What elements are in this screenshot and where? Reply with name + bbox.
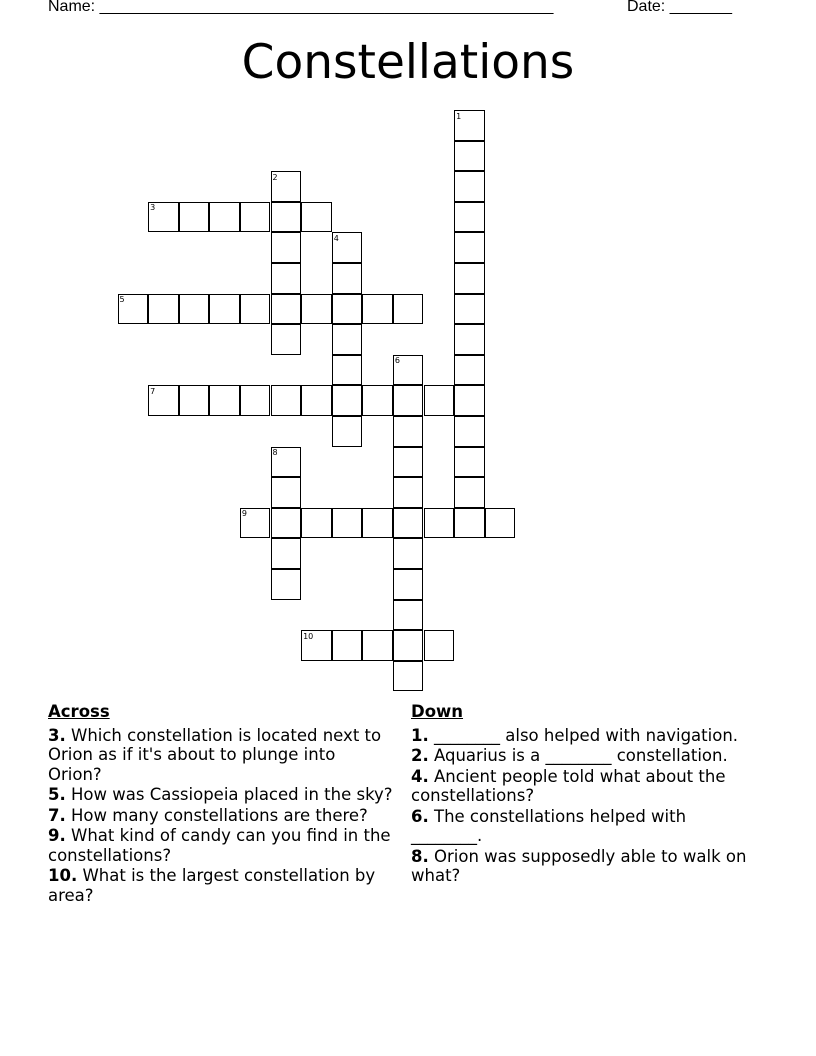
grid-cell[interactable] bbox=[271, 294, 302, 325]
clue-number: 6. bbox=[411, 806, 429, 826]
grid-cell[interactable] bbox=[454, 416, 485, 447]
grid-cell[interactable] bbox=[332, 508, 363, 539]
grid-cell[interactable] bbox=[271, 385, 302, 416]
grid-cell[interactable] bbox=[271, 538, 302, 569]
across-clue-3 bbox=[48, 726, 393, 785]
clue-number-label: 8 bbox=[272, 448, 278, 458]
clue-number: 9. bbox=[48, 826, 66, 845]
clue-number-label: 5 bbox=[119, 295, 125, 305]
clue-text: Ancient people told what about the constellations? bbox=[411, 766, 726, 805]
grid-cell[interactable] bbox=[332, 385, 363, 416]
grid-cell[interactable] bbox=[332, 324, 363, 355]
grid-cell[interactable] bbox=[271, 263, 302, 294]
clue-number: 2. bbox=[411, 746, 429, 765]
clue-text: What is the largest constellation by area? bbox=[48, 866, 376, 905]
grid-cell[interactable] bbox=[209, 294, 240, 325]
clue-text: Which constellation is located next to Orion as if it's about to plunge into Orion? bbox=[48, 725, 382, 784]
clue-text: The constellations helped with ________. bbox=[411, 806, 687, 845]
grid-cell[interactable] bbox=[393, 538, 424, 569]
down-clue-1 bbox=[411, 726, 756, 746]
clue-text: How many constellations are there? bbox=[71, 805, 368, 825]
grid-cell[interactable] bbox=[454, 355, 485, 386]
across-clue-10 bbox=[48, 866, 393, 905]
grid-cell[interactable] bbox=[454, 263, 485, 294]
across-clue-9 bbox=[48, 826, 393, 865]
clue-number: 1. bbox=[411, 725, 429, 745]
name-field[interactable]: Name: ___________________________________________________ bbox=[48, 0, 554, 15]
down-clue-4 bbox=[411, 767, 756, 806]
grid-cell[interactable] bbox=[393, 477, 424, 508]
grid-cell[interactable] bbox=[271, 324, 302, 355]
grid-cell[interactable] bbox=[454, 324, 485, 355]
grid-cell[interactable] bbox=[454, 447, 485, 478]
grid-cell[interactable] bbox=[454, 294, 485, 325]
grid-cell[interactable] bbox=[454, 477, 485, 508]
clue-number-label: 1 bbox=[456, 111, 462, 121]
grid-cell[interactable] bbox=[240, 294, 271, 325]
clue-number: 10. bbox=[48, 866, 78, 885]
grid-cell[interactable] bbox=[393, 508, 424, 539]
clue-text: Aquarius is a ________ constellation. bbox=[434, 746, 728, 765]
grid-cell[interactable] bbox=[209, 385, 240, 416]
down-clue-8 bbox=[411, 847, 756, 886]
clue-number: 4. bbox=[411, 766, 429, 786]
grid-cell[interactable] bbox=[179, 202, 210, 233]
across-heading: Across bbox=[48, 702, 110, 721]
grid-cell[interactable] bbox=[393, 630, 424, 661]
clue-text: What kind of candy can you find in the constellations? bbox=[48, 826, 391, 865]
grid-cell[interactable] bbox=[301, 202, 332, 233]
grid-cell[interactable] bbox=[332, 355, 363, 386]
across-clue-5 bbox=[48, 785, 393, 805]
clue-text: ________ also helped with navigation. bbox=[434, 725, 739, 745]
grid-cell[interactable] bbox=[424, 385, 455, 416]
down-clues bbox=[411, 702, 756, 887]
grid-cell[interactable] bbox=[393, 569, 424, 600]
clue-number: 3. bbox=[48, 725, 66, 745]
grid-cell[interactable] bbox=[424, 630, 455, 661]
grid-cell[interactable] bbox=[454, 385, 485, 416]
clue-number: 7. bbox=[48, 805, 66, 825]
grid-cell[interactable] bbox=[393, 600, 424, 631]
clue-number-label: 3 bbox=[150, 203, 156, 213]
clue-number-label: 4 bbox=[333, 233, 339, 243]
grid-cell[interactable] bbox=[362, 385, 393, 416]
down-clue-2 bbox=[411, 746, 756, 766]
grid-cell[interactable] bbox=[362, 630, 393, 661]
page-title: Constellations bbox=[241, 35, 575, 90]
grid-cell[interactable] bbox=[454, 202, 485, 233]
grid-cell[interactable] bbox=[454, 508, 485, 539]
across-clue-7 bbox=[48, 806, 393, 826]
clue-number: 8. bbox=[411, 846, 429, 866]
grid-cell[interactable] bbox=[485, 508, 516, 539]
clue-number-label: 9 bbox=[241, 509, 247, 519]
grid-cell[interactable] bbox=[209, 202, 240, 233]
across-clues bbox=[48, 702, 393, 906]
grid-cell[interactable] bbox=[362, 508, 393, 539]
grid-cell[interactable] bbox=[454, 232, 485, 263]
grid-cell[interactable] bbox=[179, 294, 210, 325]
grid-cell[interactable] bbox=[424, 508, 455, 539]
clue-number-label: 7 bbox=[150, 386, 156, 396]
grid-cell[interactable] bbox=[393, 416, 424, 447]
grid-cell[interactable] bbox=[271, 569, 302, 600]
grid-cell[interactable] bbox=[393, 385, 424, 416]
grid-cell[interactable] bbox=[393, 447, 424, 478]
date-field[interactable]: Date: _______ bbox=[627, 0, 732, 15]
clue-number: 5. bbox=[48, 785, 66, 804]
clue-text: Orion was supposedly able to walk on what? bbox=[411, 846, 747, 885]
grid-cell[interactable] bbox=[271, 477, 302, 508]
clue-number-label: 2 bbox=[272, 172, 278, 182]
grid-cell[interactable] bbox=[148, 294, 179, 325]
grid-cell[interactable] bbox=[332, 630, 363, 661]
grid-cell[interactable] bbox=[332, 263, 363, 294]
grid-cell[interactable] bbox=[301, 294, 332, 325]
grid-cell[interactable] bbox=[240, 385, 271, 416]
grid-cell[interactable] bbox=[332, 416, 363, 447]
clue-number-label: 6 bbox=[394, 356, 400, 366]
grid-cell[interactable] bbox=[332, 294, 363, 325]
grid-cell[interactable] bbox=[362, 294, 393, 325]
clue-number-label: 10 bbox=[303, 631, 314, 641]
grid-cell[interactable] bbox=[271, 508, 302, 539]
grid-cell[interactable] bbox=[301, 508, 332, 539]
grid-cell[interactable] bbox=[301, 385, 332, 416]
grid-cell[interactable] bbox=[179, 385, 210, 416]
grid-cell[interactable] bbox=[240, 202, 271, 233]
down-heading: Down bbox=[411, 702, 464, 721]
grid-cell[interactable] bbox=[454, 171, 485, 202]
clue-text: How was Cassiopeia placed in the sky? bbox=[71, 785, 393, 804]
grid-cell[interactable] bbox=[454, 141, 485, 172]
grid-cell[interactable] bbox=[271, 232, 302, 263]
grid-cell[interactable] bbox=[393, 661, 424, 692]
down-clue-6 bbox=[411, 807, 756, 846]
grid-cell[interactable] bbox=[271, 202, 302, 233]
grid-cell[interactable] bbox=[393, 294, 424, 325]
